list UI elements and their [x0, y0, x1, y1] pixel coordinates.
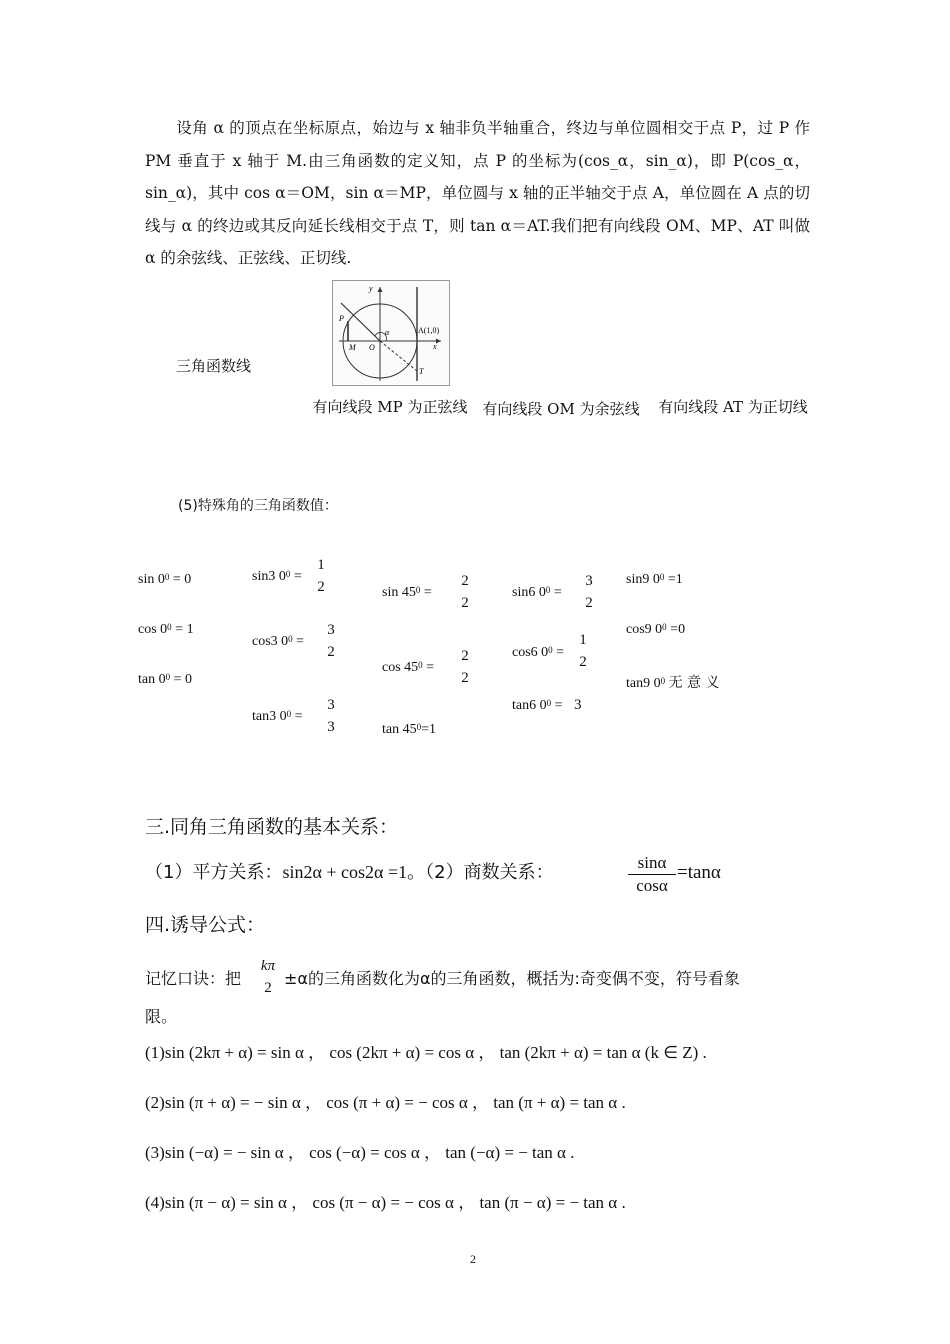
sin45-label: $\sin 45^0$ =: [382, 585, 432, 600]
cos90-value: cos9 $0^0 =0$: [626, 622, 686, 637]
sin45-numerator: 2: [461, 573, 469, 589]
y-axis-label: y: [369, 284, 373, 293]
tangent-line-caption: 有向线段 AT 为正切线: [658, 398, 808, 416]
quotient-fraction: [628, 852, 676, 897]
sin0-value: $\sin 0^0 = 0$: [138, 572, 192, 587]
quotient-denominator: cosα: [636, 876, 668, 895]
cos30-label: cos3 $0^0$ =: [252, 634, 305, 649]
formula-3: (3)sin (−α) = − sin α ， cos (−α) = cos α ， tan (−α) = − tan α .: [145, 1143, 575, 1162]
intro-paragraph: [145, 112, 810, 275]
sin30-label: sin3 $0^0$ =: [252, 569, 302, 584]
x-axis-label: x: [433, 342, 437, 351]
sin60-denominator: 2: [585, 595, 593, 611]
sin30-numerator: 1: [317, 557, 325, 573]
cos60-label: cos6 $0^0$ =: [512, 645, 565, 660]
unit-circle-diagram: [333, 281, 449, 385]
quotient-rhs: =tanα: [677, 862, 721, 883]
sin30-denominator: 2: [317, 579, 325, 595]
mnemonic-numerator: kπ: [260, 958, 276, 974]
formula-1: (1)sin (2kπ + α) = sin α ， cos (2kπ + α) = cos α ， tan (2kπ + α) = tan α (k ∈ Z) .: [145, 1043, 707, 1062]
tan30-numerator: 3: [327, 697, 335, 713]
formula-2: (2)sin (π + α) = − sin α ， cos (π + α) = − cos α ， tan (π + α) = tan α .: [145, 1093, 626, 1112]
sine-line-caption: 有向线段 MP 为正弦线: [312, 398, 468, 416]
cos30-denominator: 2: [327, 644, 335, 660]
tan30-fraction: [322, 694, 340, 738]
point-a-label: A(1,0): [418, 326, 440, 335]
intro-text: 设角 α 的顶点在坐标原点，始边与 x 轴非负半轴重合，终边与单位圆相交于点 P，过 P 作 PM 垂直于 x 轴于 M.由三角函数的定义知，点 P 的坐标为(cos_α，sin_α)，即 P(cos_α，sin_α)，其中 cos α＝OM，sin α＝MP，单位圆与 x 轴的正半轴交于点 A，单位圆在 A 点的切线与 α 的终边或其反向延长线相交于点 T，则 tan α＝AT.我们把有向线段 OM、MP、AT 叫做 α 的余弦线、正弦线、正切线.: [145, 119, 810, 268]
cos45-label: $\cos 45^0$ =: [382, 660, 435, 675]
trig-line-label: 三角函数线: [176, 357, 252, 375]
tan90-value: tan9 $0^0$ 无 意 义: [626, 675, 720, 691]
mnemonic-denominator: 2: [264, 980, 272, 996]
sin60-fraction: [580, 570, 598, 614]
cos30-numerator: 3: [327, 622, 335, 638]
cos0-value: $\cos 0^0 = 1$: [138, 622, 194, 637]
sin45-fraction: [456, 570, 474, 614]
mnemonic-text: ±α的三角函数化为α的三角函数，概括为:奇变偶不变，符号看象: [284, 969, 740, 988]
point-m-label: M: [349, 343, 356, 352]
cos45-fraction: [456, 645, 474, 689]
point-t-label: T: [419, 367, 424, 376]
sin90-value: sin9 $0^0 =1$: [626, 572, 683, 587]
sin60-numerator: 3: [585, 573, 593, 589]
section4-heading: 四.诱导公式：: [145, 914, 266, 936]
cos30-fraction: [322, 619, 340, 663]
cos60-denominator: 2: [579, 654, 587, 670]
square-formula: sin2α + cos2α =1: [282, 862, 408, 882]
alpha-label: α: [385, 328, 390, 337]
special-angles-heading: (5)特殊角的三角函数值：: [178, 498, 338, 514]
sin60-label: sin6 $0^0$ =: [512, 585, 562, 600]
section3-heading: 三.同角三角函数的基本关系：: [145, 816, 399, 838]
cos45-denominator: 2: [461, 670, 469, 686]
cos60-fraction: [574, 629, 592, 673]
cos60-numerator: 1: [579, 632, 587, 648]
page-number: 2: [470, 1252, 476, 1266]
unit-circle-figure: [332, 280, 450, 386]
tan0-value: $\tan 0^0 = 0$: [138, 672, 193, 687]
mnemonic-fraction: [256, 955, 280, 999]
point-p-label: P: [339, 314, 344, 323]
tan60-value: tan6 $0^0 = 3$: [512, 697, 582, 713]
mnemonic-end: 限。: [145, 1007, 178, 1026]
tan45-value: $\tan 45^0=1$: [382, 722, 437, 737]
mnemonic-prefix: 记忆口诀：把: [145, 969, 242, 988]
quotient-numerator: sinα: [628, 852, 676, 875]
formula-4: (4)sin (π − α) = sin α ， cos (π − α) = − cos α ， tan (π − α) = − tan α .: [145, 1193, 626, 1212]
cosine-line-caption: 有向线段 OM 为余弦线: [482, 400, 640, 418]
square-relation: （1）平方关系：sin2α + cos2α =1。（2）商数关系：: [145, 862, 554, 883]
tan30-denominator: 3: [327, 719, 335, 735]
origin-label: O: [369, 343, 375, 352]
tan30-label: tan3 $0^0$ =: [252, 709, 303, 724]
sin30-fraction: [312, 554, 330, 598]
sin45-denominator: 2: [461, 595, 469, 611]
cos45-numerator: 2: [461, 648, 469, 664]
